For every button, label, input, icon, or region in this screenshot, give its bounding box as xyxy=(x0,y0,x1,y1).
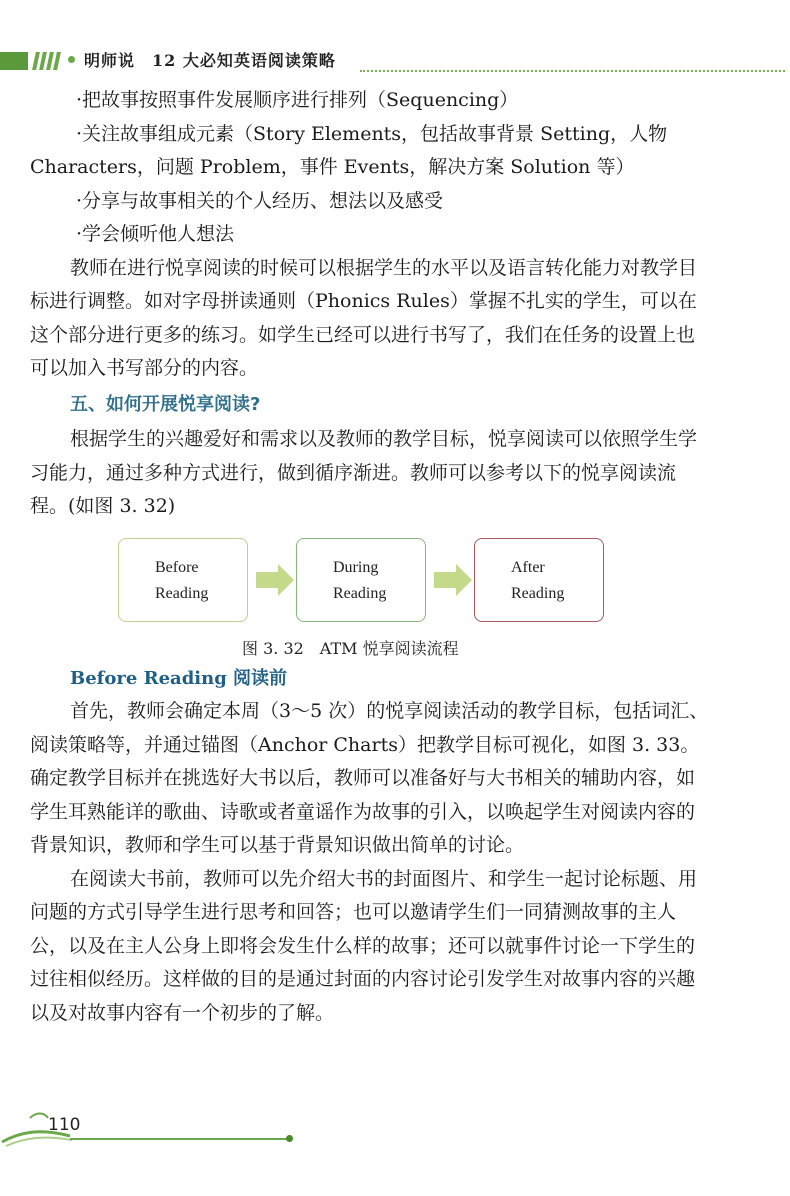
step-label-line2: Reading xyxy=(155,584,209,602)
bullet-item: ·分享与故事相关的个人经历、想法以及感受 xyxy=(76,189,444,212)
paragraph: 在阅读大书前，教师可以先介绍大书的封面图片、和学生一起讨论标题、用问题的方式引导学生进行思考和回答；也可以邀请学生们一同猜测故事的主人公，以及在主人公身上即将会发生什么样的故事；还可以就事件讨论一下学生的过往相似经历。这样做的目的是通过封面的内容讨论引发学生对故事内容的兴趣以及对故事内容有一个初步的了解。 xyxy=(30,867,698,1024)
reading-flow-diagram xyxy=(30,532,710,662)
bullet-item: ·关注故事组成元素（Story Elements，包括故事背景 Setting，人物 Characters，问题 Problem，事件 Events，解决方案 Solution 等） xyxy=(30,122,668,178)
footer-rule xyxy=(70,1138,288,1140)
flow-arrow-icon xyxy=(434,564,472,596)
step-label-line2: Reading xyxy=(333,584,387,602)
page-number: 110 xyxy=(48,1115,81,1135)
bullet-item: ·把故事按照事件发展顺序进行排列（Sequencing） xyxy=(76,89,519,111)
paragraph: 首先，教师会确定本周（3～5 次）的悦享阅读活动的教学目标，包括词汇、阅读策略等，并通过锚图（Anchor Charts）把教学目标可视化，如图 3. 33。确定教学目标并在挑选好大书以后，教师可以准备好与大书相关的辅助内容，如学生耳熟能详的歌曲、诗歌或者童谣作为故事的引入，以唤起学生对阅读内容的背景知识，教师和学生可以基于背景知识做出简单的讨论。 xyxy=(30,700,709,856)
flow-step-after-reading xyxy=(474,538,604,622)
paragraph: 教师在进行悦享阅读的时候可以根据学生的水平以及语言转化能力对教学目标进行调整。如对字母拼读通则（Phonics Rules）掌握不扎实的学生，可以在这个部分进行更多的练习。如学生已经可以进行书写了，我们在任务的设置上也可以加入书写部分的内容。 xyxy=(30,256,698,379)
flow-arrow-icon xyxy=(256,564,294,596)
header-dot-icon xyxy=(68,56,75,63)
header-dotted-rule xyxy=(360,70,785,72)
step-label-line1: During xyxy=(333,558,379,576)
figure-caption: 图 3. 32 ATM 悦享阅读流程 xyxy=(242,638,459,658)
footer-dot-icon xyxy=(286,1135,293,1142)
page-body xyxy=(30,84,710,1030)
running-title: 明师说 12 大必知英语阅读策略 xyxy=(84,51,336,70)
section-heading: 五、如何开展悦享阅读? xyxy=(70,393,261,415)
page-header xyxy=(0,40,790,80)
paragraph: 根据学生的兴趣爱好和需求以及教师的教学目标，悦享阅读可以依照学生学习能力，通过多种方式进行，做到循序渐进。教师可以参考以下的悦享阅读流程。(如图 3. 32) xyxy=(30,428,698,517)
bullet-item: ·学会倾听他人想法 xyxy=(76,223,235,245)
step-label-line1: Before xyxy=(155,558,199,576)
header-bars-icon xyxy=(34,50,59,70)
flow-step-before-reading xyxy=(118,538,248,622)
header-color-block xyxy=(0,52,28,70)
flow-step-during-reading xyxy=(296,538,426,622)
subsection-heading: Before Reading 阅读前 xyxy=(70,667,288,689)
step-label-line1: After xyxy=(511,558,545,576)
step-label-line2: Reading xyxy=(511,584,565,602)
